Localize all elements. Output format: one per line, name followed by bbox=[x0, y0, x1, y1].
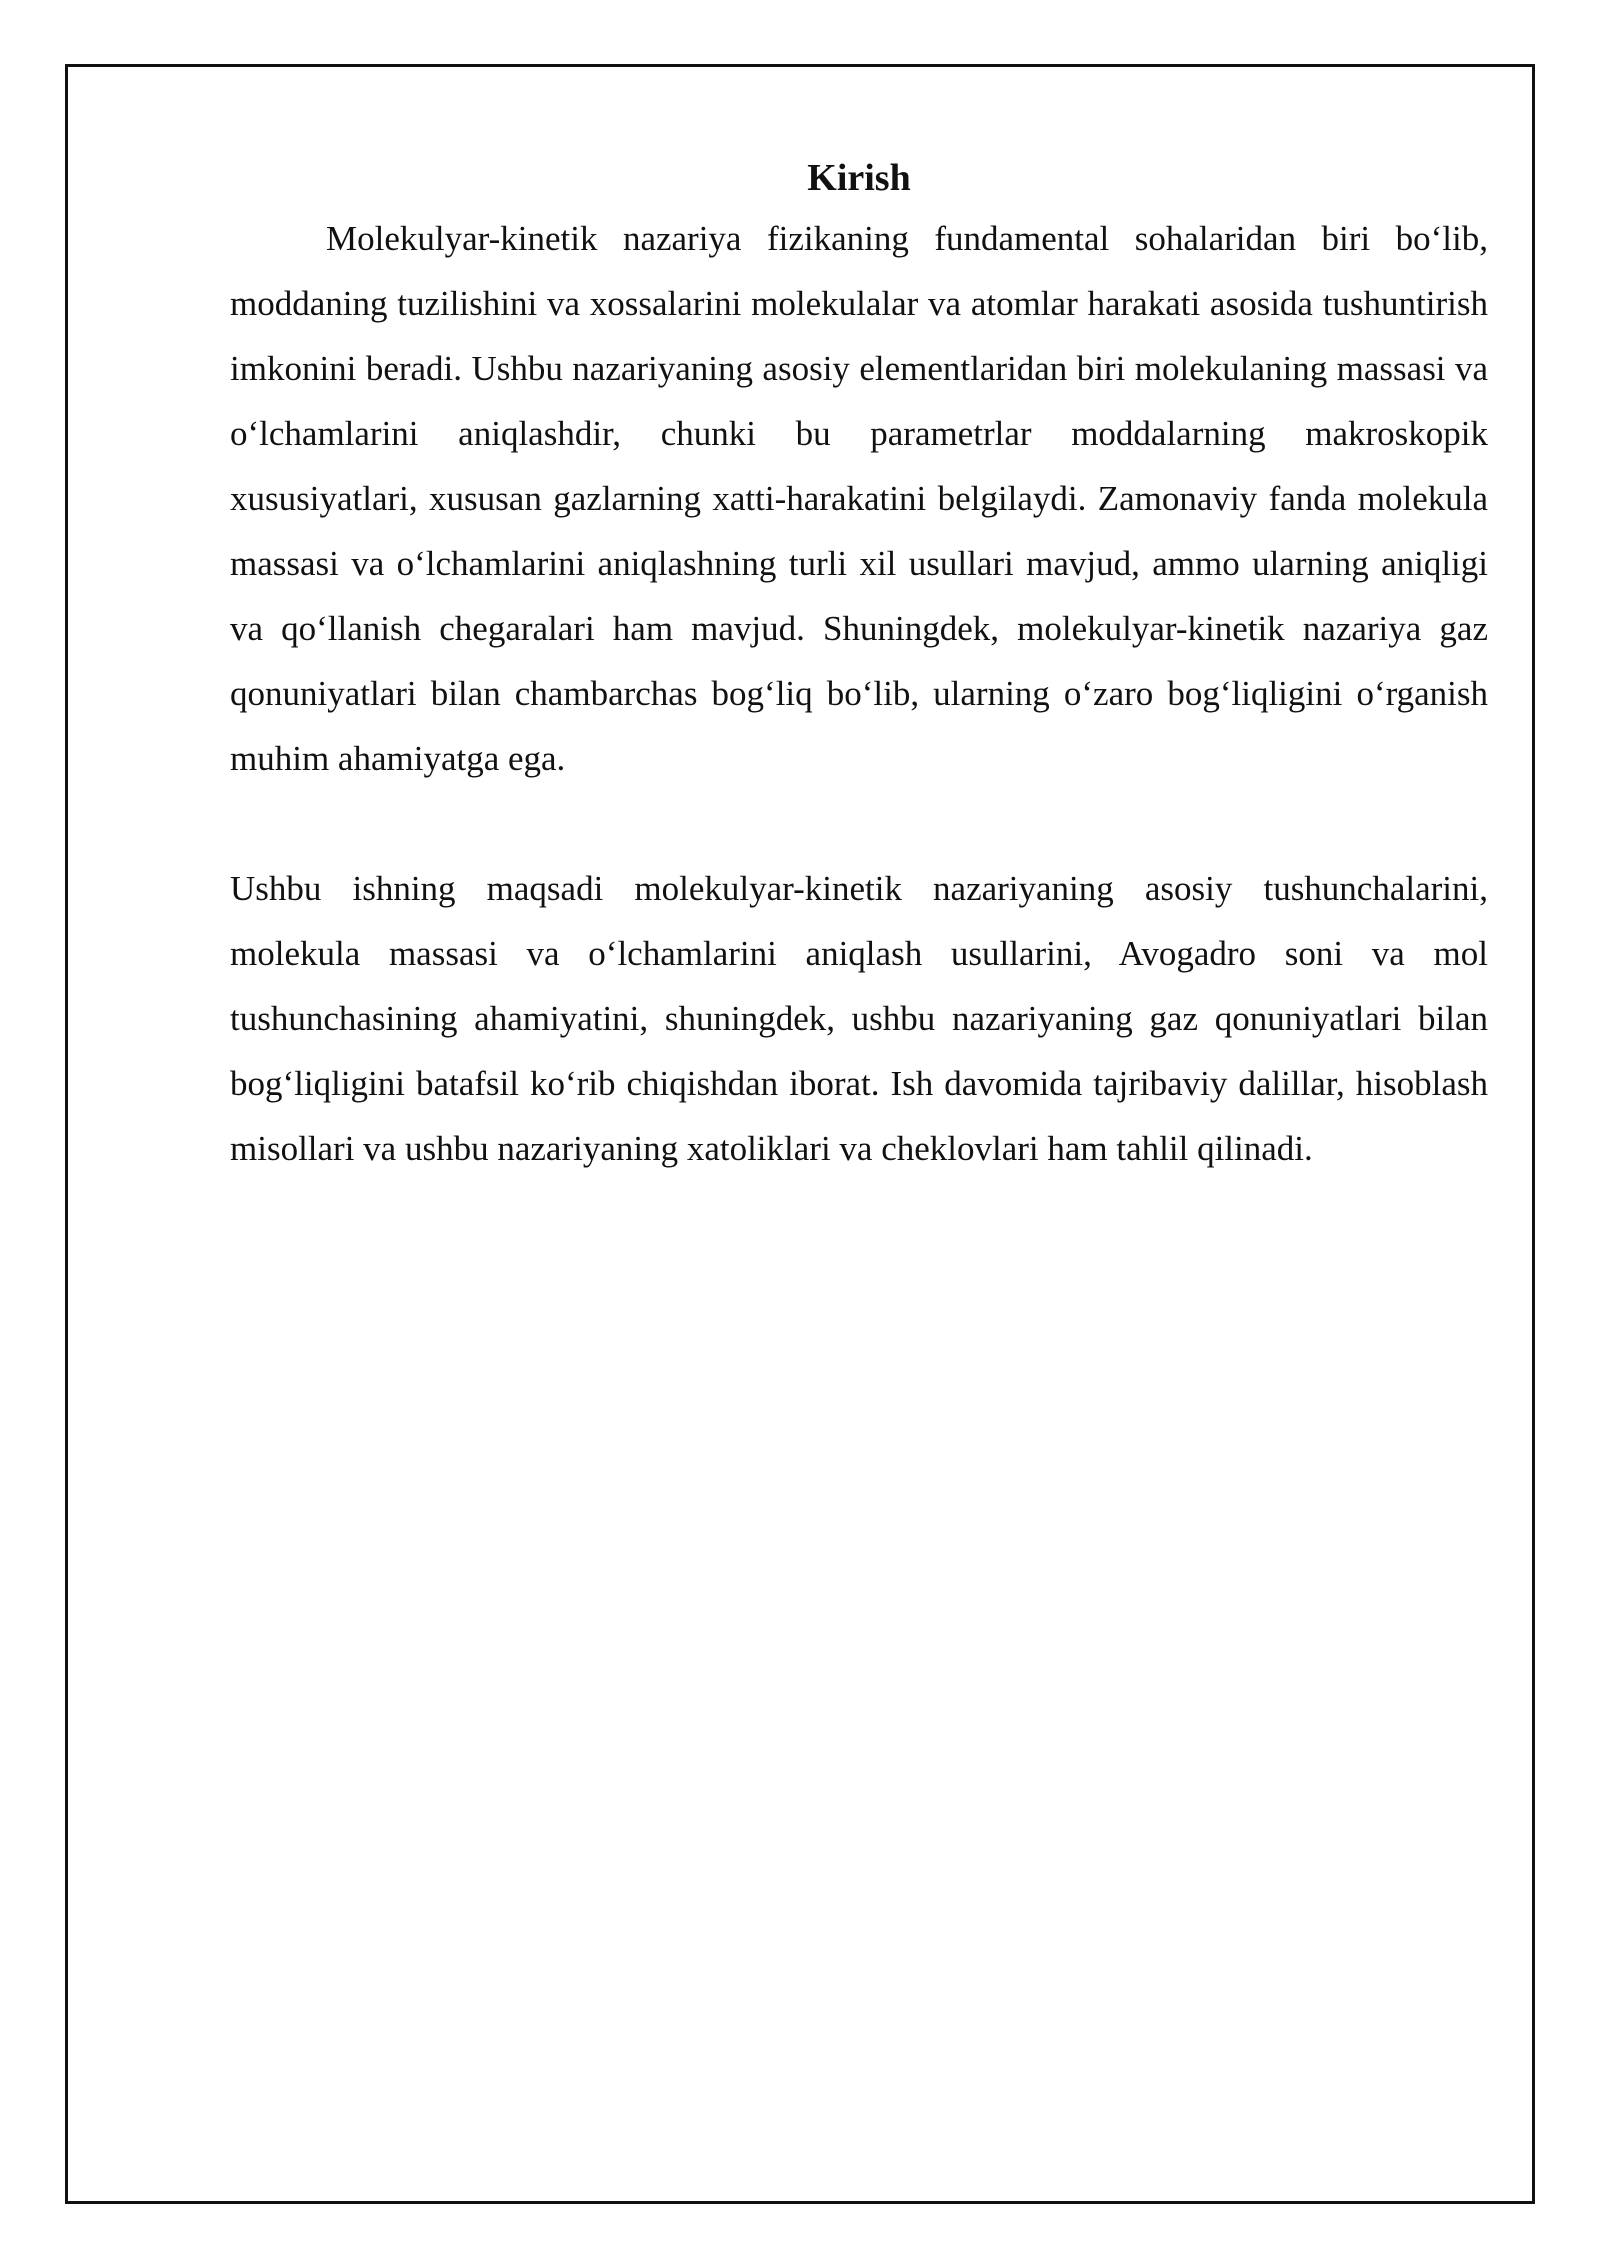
document-body bbox=[230, 150, 1488, 1181]
intro-paragraph: Molekulyar-kinetik nazariya fizikaning fundamental sohalaridan biri bo‘lib, moddaning tuzilishini va xossalarini molekulalar va atomlar harakati asosida tushuntirish imkonini beradi. Ushbu nazariyaning asosiy elementlaridan biri molekulaning massasi va o‘lchamlarini aniqlashdir, chunki bu parametrlar moddalarning makroskopik xususiyatlari, xususan gazlarning xatti-harakatini belgilaydi. Zamonaviy fanda molekula massasi va o‘lchamlarini aniqlashning turli xil usullari mavjud, ammo ularning aniqligi va qo‘llanish chegaralari ham mavjud. Shuningdek, molekulyar-kinetik nazariya gaz qonuniyatlari bilan chambarchas bog‘liq bo‘lib, ularning o‘zaro bog‘liqligini o‘rganish muhim ahamiyatga ega. bbox=[230, 219, 1488, 778]
page-title: Kirish bbox=[807, 157, 911, 199]
paragraph-spacer bbox=[230, 791, 1488, 856]
purpose-paragraph: Ushbu ishning maqsadi molekulyar-kinetik nazariyaning asosiy tushunchalarini, molekula massasi va o‘lchamlarini aniqlash usullarini, Avogadro soni va mol tushunchasining ahamiyatini, shuningdek, ushbu nazariyaning gaz qonuniyatlari bilan bog‘liqligini batafsil ko‘rib chiqishdan iborat. Ish davomida tajribaviy dalillar, hisoblash misollari va ushbu nazariyaning xatoliklari va cheklovlari ham tahlil qilinadi. bbox=[230, 869, 1488, 1168]
